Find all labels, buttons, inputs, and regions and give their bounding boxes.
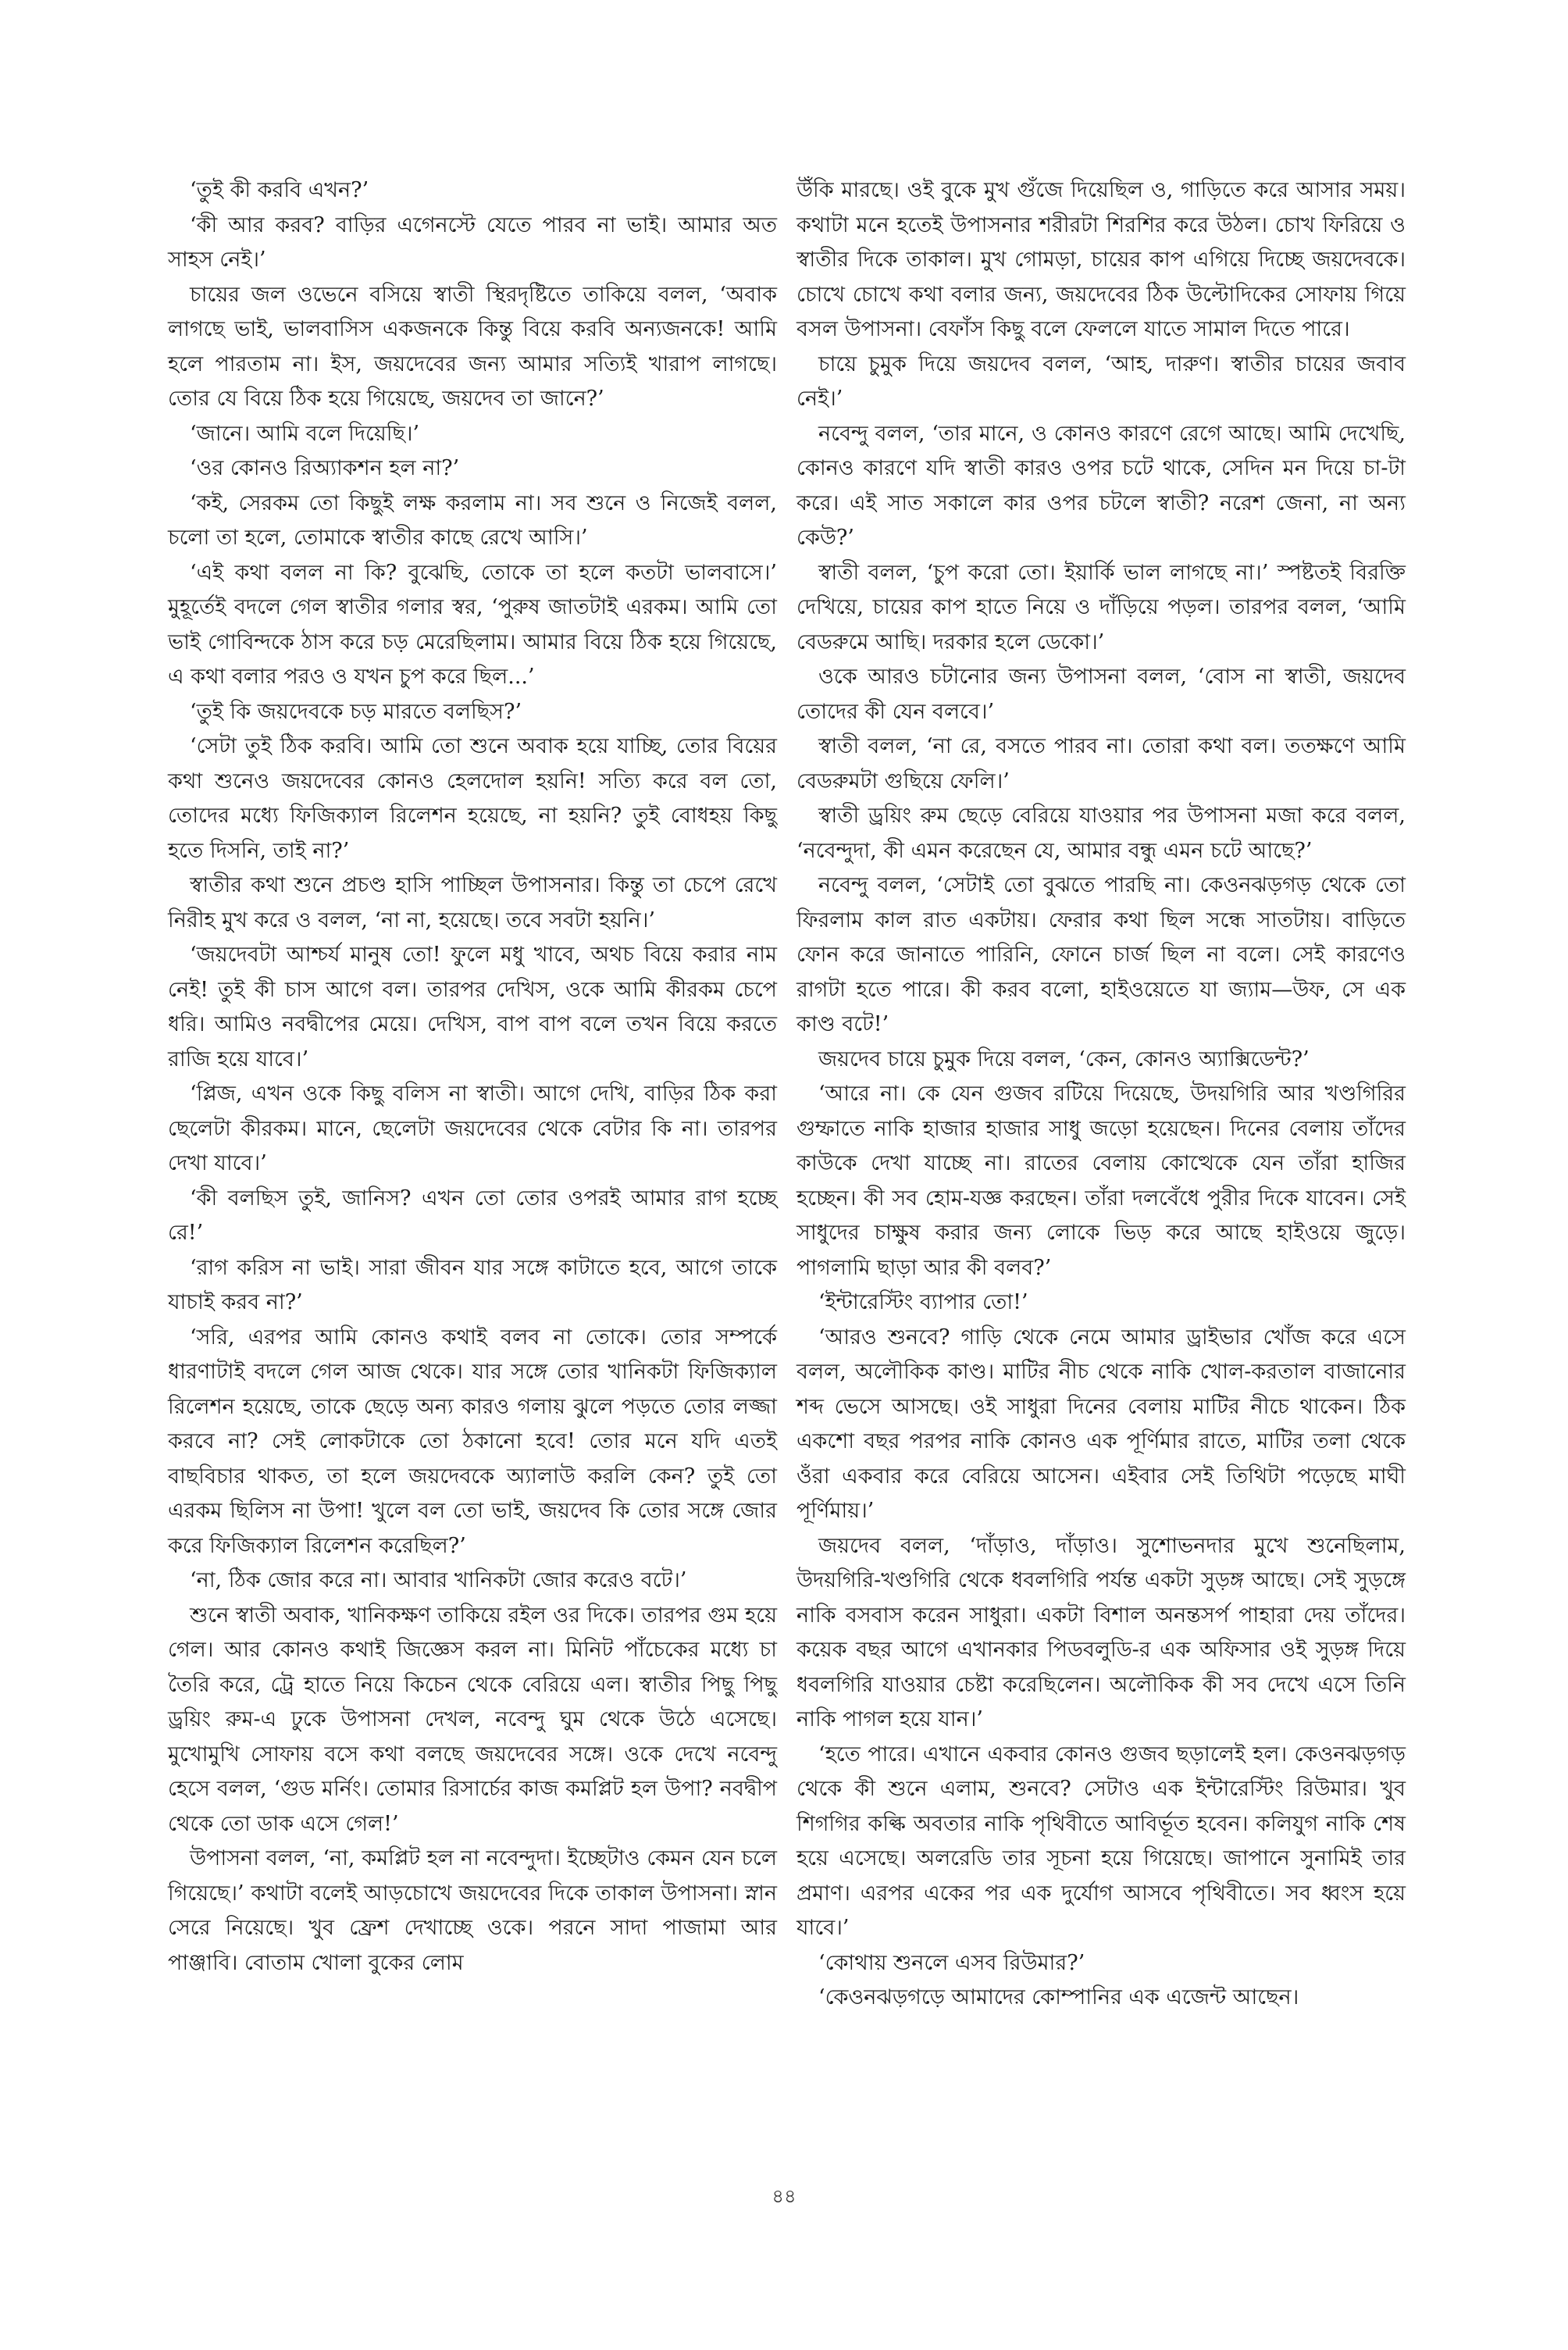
paragraph: ‘জয়দেবটা আশ্চর্য মানুষ তো! ফুলে মধু খাবে, অথচ বিয়ে করার নাম নেই! তুই কী চাস আগে বল। তারপর দেখিস, ওকে আমি কীরকম চেপে ধরি। আমিও নবদ্বীপের মেয়ে। দেখিস, বাপ বাপ বলে তখন বিয়ে করতে রাজি হয়ে যাবে।’ (168, 943, 777, 1072)
paragraph: ‘না, ঠিক জোর করে না। আবার খানিকটা জোর করেও বটে।’ (190, 1568, 687, 1592)
page-number: ৪৪ (772, 2185, 796, 2207)
paragraph: ‘আরও শুনবে? গাড়ি থেকে নেমে আমার ড্রাইভার খোঁজ করে এসে বলল, অলৌকিক কাণ্ড। মাটির নীচ থেকে নাকি খোল-করতাল বাজানোর শব্দ ভেসে আসছে। ওই সাধুরা দিনের বেলায় মাটির নীচে থাকেন। ঠিক একশো বছর পরপর নাকি কোনও এক পূর্ণিমার রাতে, মাটির তলা থেকে ওঁরা একবার করে বেরিয়ে আসেন। এইবার সেই তিথিটা পড়েছে মাঘী পূর্ণিমায়।’ (796, 1325, 1406, 1523)
paragraph: ‘আরে না। কে যেন গুজব রটিয়ে দিয়েছে, উদয়গিরি আর খণ্ডগিরির গুম্ফাতে নাকি হাজার হাজার সাধু জড়ো হয়েছেন। দিনের বেলায় তাঁদের কাউকে দেখা যাচ্ছে না। রাতের বেলায় কোত্থেকে যেন তাঁরা হাজির হচ্ছেন। কী সব হোম-যজ্ঞ করছেন। তাঁরা দলবেঁধে পুরীর দিকে যাবেন। সেই সাধুদের চাক্ষুষ করার জন্য লোকে ভিড় করে আছে হাইওয়ে জুড়ে। পাগলামি ছাড়া আর কী বলব?’ (796, 1082, 1406, 1280)
paragraph: ‘কই, সেরকম তো কিছুই লক্ষ করলাম না। সব শুনে ও নিজেই বলল, চলো তা হলে, তোমাকে স্বাতীর কাছে রেখে আসি।’ (168, 490, 777, 550)
right-text-column (796, 173, 1406, 2016)
paragraph: জয়দেব বলল, ‘দাঁড়াও, দাঁড়াও। সুশোভনদার মুখে শুনেছিলাম, উদয়গিরি-খণ্ডগিরি থেকে ধবলগিরি পর্যন্ত একটা সুড়ঙ্গ আছে। সেই সুড়ঙ্গে নাকি বসবাস করেন সাধুরা। একটা বিশাল অনন্তসর্প পাহারা দেয় তাঁদের। কয়েক বছর আগে এখানকার পিডবলুডি-র এক অফিসার ওই সুড়ঙ্গ দিয়ে ধবলগিরি যাওয়ার চেষ্টা করেছিলেন। অলৌকিক কী সব দেখে এসে তিনি নাকি পাগল হয়ে যান।’ (796, 1533, 1406, 1731)
paragraph: নবেন্দু বলল, ‘সেটাই তো বুঝতে পারছি না। কেওনঝড়গড় থেকে তো ফিরলাম কাল রাত একটায়। ফেরার কথা ছিল সন্ধে সাতটায়। বাড়িতে ফোন করে জানাতে পারিনি, ফোনে চার্জ ছিল না বলে। সেই কারণেও রাগটা হতে পারে। কী করব বলো, হাইওয়েতে যা জ্যাম—উফ, সে এক কাণ্ড বটে!’ (796, 873, 1406, 1036)
paragraph: ‘এই কথা বলল না কি? বুঝেছি, তোকে তা হলে কতটা ভালবাসে।’ মুহূর্তেই বদলে গেল স্বাতীর গলার স্বর, ‘পুরুষ জাতটাই এরকম। আমি তো ভাই গোবিন্দকে ঠাস করে চড় মেরেছিলাম। আমার বিয়ে ঠিক হয়ে গিয়েছে, এ কথা বলার পরও ও যখন চুপ করে ছিল...’ (168, 560, 777, 689)
paragraph: ‘সেটা তুই ঠিক করবি। আমি তো শুনে অবাক হয়ে যাচ্ছি, তোর বিয়ের কথা শুনেও জয়দেবের কোনও হেলদোল হয়নি! সত্যি করে বল তো, তোদের মধ্যে ফিজিক্যাল রিলেশন হয়েছে, না হয়নি? তুই বোধহয় কিছু হতে দিসনি, তাই না?’ (168, 734, 777, 863)
paragraph: নবেন্দু বলল, ‘তার মানে, ও কোনও কারণে রেগে আছে। আমি দেখেছি, কোনও কারণে যদি স্বাতী কারও ওপর চটে থাকে, সেদিন মন দিয়ে চা-টা করে। এই সাত সকালে কার ওপর চটলে স্বাতী? নরেশ জেনা, না অন্য কেউ?’ (796, 421, 1406, 550)
paragraph: ‘ওর কোনও রিঅ্যাকশন হল না?’ (190, 456, 460, 480)
paragraph: উপাসনা বলল, ‘না, কমপ্লিট হল না নবেন্দুদা। ইচ্ছেটাও কেমন যেন চলে গিয়েছে।’ কথাটা বলেই আড়চোখে জয়দেবের দিকে তাকাল উপাসনা। স্নান সেরে নিয়েছে। খুব ফ্রেশ দেখাচ্ছে ওকে। পরনে সাদা পাজামা আর পাঞ্জাবি। বোতাম খোলা বুকের লোম (168, 1846, 777, 1975)
paragraph: চায়ে চুমুক দিয়ে জয়দেব বলল, ‘আহ, দারুণ। স্বাতীর চায়ের জবাব নেই।’ (796, 351, 1406, 411)
paragraph: ‘রাগ করিস না ভাই। সারা জীবন যার সঙ্গে কাটাতে হবে, আগে তাকে যাচাই করব না?’ (168, 1255, 777, 1314)
paragraph: শুনে স্বাতী অবাক, খানিকক্ষণ তাকিয়ে রইল ওর দিকে। তারপর গুম হয়ে গেল। আর কোনও কথাই জিজ্ঞেস করল না। মিনিট পাঁচেকের মধ্যে চা তৈরি করে, ট্রে হাতে নিয়ে কিচেন থেকে বেরিয়ে এল। স্বাতীর পিছু পিছু ড্রয়িং রুম-এ ঢুকে উপাসনা দেখল, নবেন্দু ঘুম থেকে উঠে এসেছে। মুখোমুখি সোফায় বসে কথা বলছে জয়দেবের সঙ্গে। ওকে দেখে নবেন্দু হেসে বলল, ‘গুড মর্নিং। তোমার রিসার্চের কাজ কমপ্লিট হল উপা? নবদ্বীপ থেকে তো ডাক এসে গেল!’ (168, 1603, 777, 1836)
paragraph: ‘সরি, এরপর আমি কোনও কথাই বলব না তোকে। তোর সম্পর্কে ধারণাটাই বদলে গেল আজ থেকে। যার সঙ্গে তোর খানিকটা ফিজিক্যাল রিলেশন হয়েছে, তাকে ছেড়ে অন্য কারও গলায় ঝুলে পড়তে তোর লজ্জা করবে না? সেই লোকটাকে তো ঠকানো হবে! তোর মনে যদি এতই বাছবিচার থাকত, তা হলে জয়দেবকে অ্যালাউ করলি কেন? তুই তো এরকম ছিলিস না উপা! খুলে বল তো ভাই, জয়দেব কি তোর সঙ্গে জোর করে ফিজিক্যাল রিলেশন করেছিল?’ (168, 1325, 777, 1558)
paragraph: ‘তুই কী করবি এখন?’ (190, 178, 369, 202)
paragraph: চায়ের জল ওভেনে বসিয়ে স্বাতী স্থিরদৃষ্টিতে তাকিয়ে বলল, ‘অবাক লাগছে ভাই, ভালবাসিস একজনকে কিন্তু বিয়ে করবি অন্যজনকে! আমি হলে পারতাম না। ইস, জয়দেবের জন্য আমার সত্যিই খারাপ লাগছে। তোর যে বিয়ে ঠিক হয়ে গিয়েছে, জয়দেব তা জানে?’ (168, 282, 777, 411)
paragraph: ‘তুই কি জয়দেবকে চড় মারতে বলছিস?’ (190, 699, 522, 724)
left-text-column (168, 173, 777, 1981)
paragraph: ওকে আরও চটানোর জন্য উপাসনা বলল, ‘বোস না স্বাতী, জয়দেব তোদের কী যেন বলবে।’ (796, 665, 1406, 724)
paragraph: উঁকি মারছে। ওই বুকে মুখ গুঁজে দিয়েছিল ও, গাড়িতে করে আসার সময়। কথাটা মনে হতেই উপাসনার শরীরটা শিরশির করে উঠল। চোখ ফিরিয়ে ও স্বাতীর দিকে তাকাল। মুখ গোমড়া, চায়ের কাপ এগিয়ে দিচ্ছে জয়দেবকে। চোখে চোখে কথা বলার জন্য, জয়দেবের ঠিক উল্টোদিকের সোফায় গিয়ে বসল উপাসনা। বেফাঁস কিছু বলে ফেললে যাতে সামাল দিতে পারে। (796, 178, 1406, 341)
paragraph: জয়দেব চায়ে চুমুক দিয়ে বলল, ‘কেন, কোনও অ্যাক্সিডেন্ট?’ (818, 1047, 1310, 1072)
paragraph: স্বাতী বলল, ‘না রে, বসতে পারব না। তোরা কথা বল। ততক্ষণে আমি বেডরুমটা গুছিয়ে ফেলি।’ (796, 734, 1406, 793)
paragraph: ‘ইন্টারেস্টিং ব্যাপার তো!’ (818, 1290, 1028, 1314)
paragraph: ‘জানে। আমি বলে দিয়েছি।’ (190, 421, 420, 446)
paragraph: ‘হতে পারে। এখানে একবার কোনও গুজব ছড়ালেই হল। কেওনঝড়গড় থেকে কী শুনে এলাম, শুনবে? সেটাও এক ইন্টারেস্টিং রিউমার। খুব শিগগির কল্কি অবতার নাকি পৃথিবীতে আবির্ভূত হবেন। কলিযুগ নাকি শেষ হয়ে এসেছে। অলরেডি তার সূচনা হয়ে গিয়েছে। জাপানে সুনামিই তার প্রমাণ। এরপর একের পর এক দুর্যোগ আসবে পৃথিবীতে। সব ধ্বংস হয়ে যাবে।’ (796, 1742, 1406, 1940)
paragraph: ‘প্লিজ, এখন ওকে কিছু বলিস না স্বাতী। আগে দেখি, বাড়ির ঠিক করা ছেলেটা কীরকম। মানে, ছেলেটা জয়দেবের থেকে বেটার কি না। তারপর দেখা যাবে।’ (168, 1082, 777, 1175)
paragraph: ‘কোথায় শুনলে এসব রিউমার?’ (818, 1950, 1085, 1975)
paragraph: ‘কেওনঝড়গড়ে আমাদের কোম্পানির এক এজেন্ট আছেন। (818, 1985, 1299, 2009)
paragraph: স্বাতী বলল, ‘চুপ করো তো। ইয়ার্কি ভাল লাগছে না।’ স্পষ্টতই বিরক্তি দেখিয়ে, চায়ের কাপ হাতে নিয়ে ও দাঁড়িয়ে পড়ল। তারপর বলল, ‘আমি বেডরুমে আছি। দরকার হলে ডেকো।’ (796, 560, 1406, 654)
paragraph: ‘কী বলছিস তুই, জানিস? এখন তো তোর ওপরই আমার রাগ হচ্ছে রে!’ (168, 1186, 777, 1245)
paragraph: ‘কী আর করব? বাড়ির এগেনস্টে যেতে পারব না ভাই। আমার অত সাহস নেই।’ (168, 212, 777, 272)
paragraph: স্বাতীর কথা শুনে প্রচণ্ড হাসি পাচ্ছিল উপাসনার। কিন্তু তা চেপে রেখে নিরীহ মুখ করে ও বলল, ‘না না, হয়েছে। তবে সবটা হয়নি।’ (168, 873, 777, 933)
paragraph: স্বাতী ড্রয়িং রুম ছেড়ে বেরিয়ে যাওয়ার পর উপাসনা মজা করে বলল, ‘নবেন্দুদা, কী এমন করেছেন যে, আমার বন্ধু এমন চটে আছে?’ (796, 804, 1406, 863)
